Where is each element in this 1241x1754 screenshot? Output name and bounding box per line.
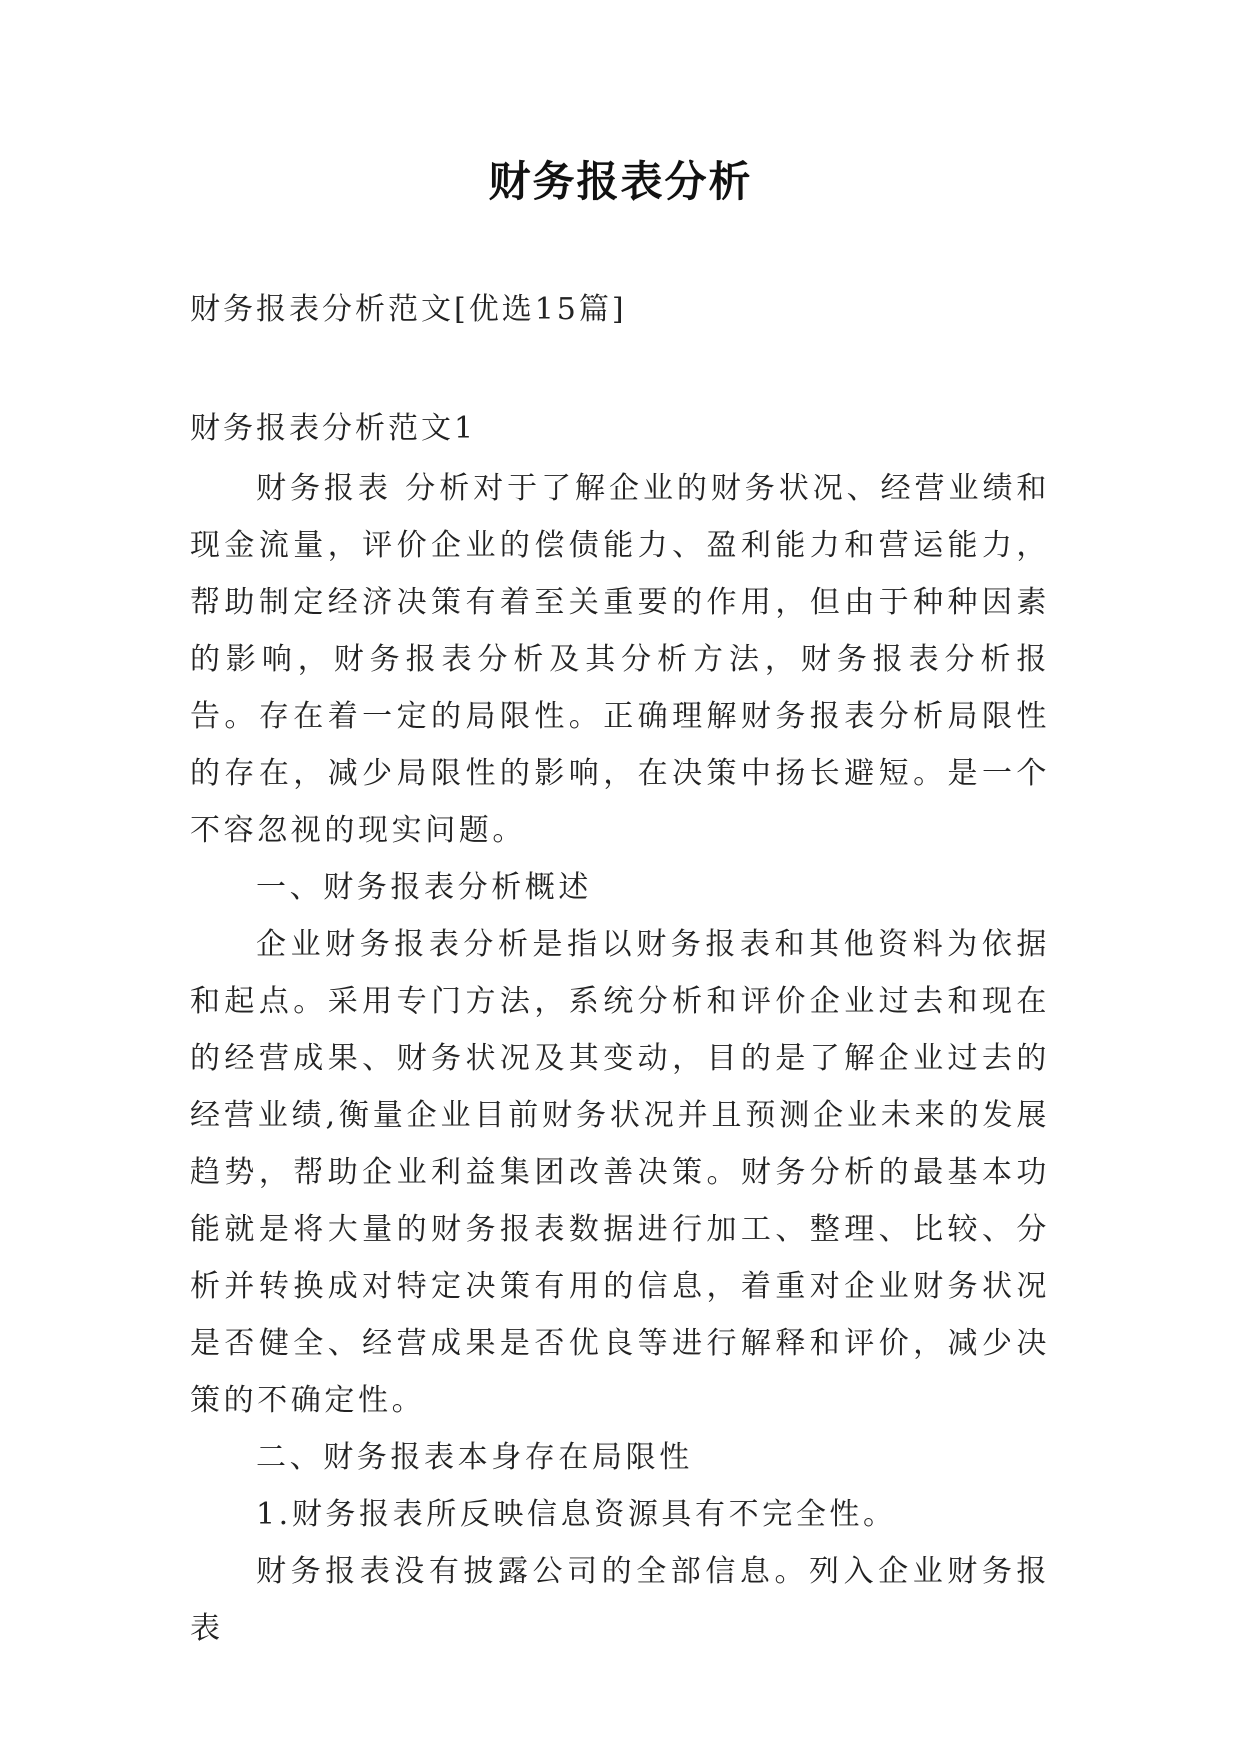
section-heading: 财务报表分析范文1 <box>190 411 477 446</box>
paragraph-overview: 企业财务报表分析是指以财务报表和其他资料为依据和起点。采用专门方法，系统分析和评价企业过去和现在的经营成果、财务状况及其变动，目的是了解企业过去的经营业绩,衡量企业目前财务状况并且预测企业未来的发展趋势，帮助企业利益集团改善决策。财务分析的最基本功能就是将大量的财务报表数据进行加工、整理、比较、分析并转换成对特定决策有用的信息，着重对企业财务状况是否健全、经营成果是否优良等进行解释和评价，减少决策的不确定性。 <box>190 927 1050 1418</box>
paragraph-intro: 财务报表 分析对于了解企业的财务状况、经营业绩和现金流量，评价企业的偿债能力、盈利能力和营运能力，帮助制定经济决策有着至关重要的作用，但由于种种因素的影响，财务报表分析及其分析方法，财务报表分析报告。存在着一定的局限性。正确理解财务报表分析局限性的存在，减少局限性的影响，在决策中扬长避短。是一个不容忽视的现实问题。 <box>190 471 1050 848</box>
document-subtitle: 财务报表分析范文[优选15篇] <box>190 292 627 327</box>
paragraph-limitations: 财务报表没有披露公司的全部信息。列入企业财务报表 <box>190 1554 1050 1646</box>
heading-overview: 一、财务报表分析概述 <box>256 870 592 905</box>
heading-limitations: 二、财务报表本身存在局限性 <box>256 1440 693 1475</box>
document-body <box>190 460 1050 1657</box>
document-title: 财务报表分析 <box>488 157 753 206</box>
list-item-1: 1.财务报表所反映信息资源具有不完全性。 <box>256 1497 897 1532</box>
